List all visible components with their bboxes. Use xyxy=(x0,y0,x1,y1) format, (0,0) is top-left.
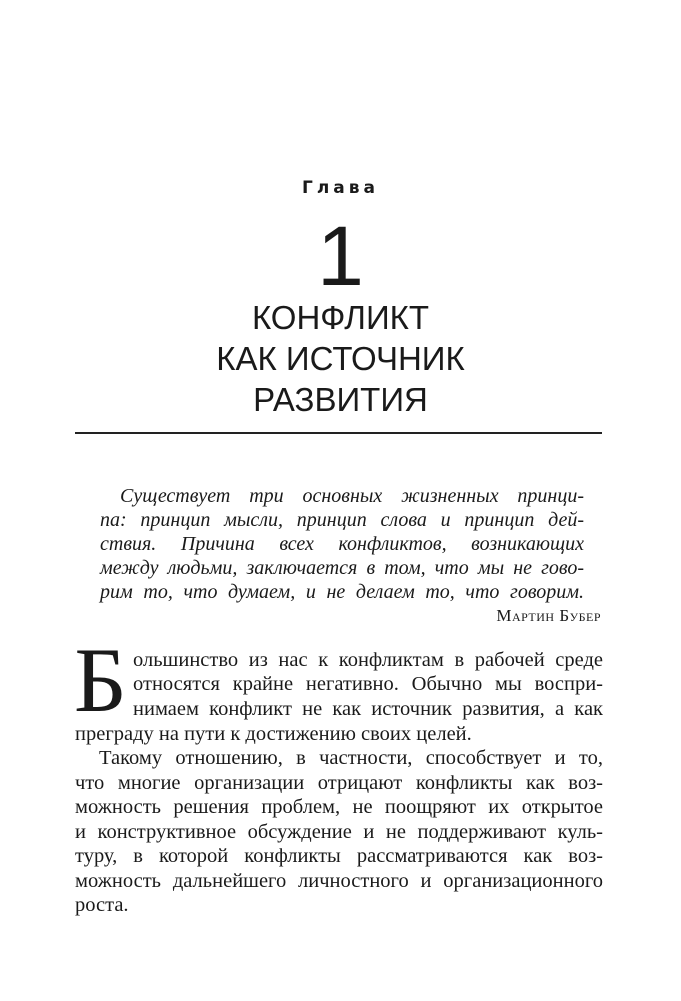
drop-cap: Б xyxy=(74,629,127,731)
body-line: и конструктивное обсуждение и не поддерживают куль- xyxy=(75,821,603,843)
body-line: преграду на пути к достижению своих целей. xyxy=(75,723,472,745)
body-line: можность решения проблем, не поощряют их открытое xyxy=(75,796,603,818)
chapter-number: 1 xyxy=(317,209,364,303)
body-line: Такому отношению, в частности, способствует и то, xyxy=(99,747,603,769)
body-line: относятся крайне негативно. Обычно мы воспри- xyxy=(133,673,603,695)
chapter-label: Глава xyxy=(302,178,379,198)
epigraph-line: па: принцип мысли, принцип слова и принцип дей- xyxy=(100,509,584,531)
body-line: роста. xyxy=(75,894,129,916)
body-line: ольшинство из нас к конфликтам в рабочей среде xyxy=(133,649,603,671)
chapter-title-line: КОНФЛИКТ xyxy=(251,299,430,336)
body-line: нимаем конфликт не как источник развития, а как xyxy=(133,698,603,720)
epigraph-line: Существует три основных жизненных принци- xyxy=(120,485,584,507)
epigraph-line: между людьми, заключается в том, что мы не гово- xyxy=(100,557,584,579)
chapter-title-line: РАЗВИТИЯ xyxy=(253,381,428,418)
epigraph-line: ствия. Причина всех конфликтов, возникающих xyxy=(100,533,584,555)
chapter-title-line: КАК ИСТОЧНИК xyxy=(216,340,465,377)
body-line: можность дальнейшего личностного и организационного xyxy=(75,870,603,892)
title-divider xyxy=(75,432,602,434)
epigraph-line: рим то, что думаем, и не делаем то, что говорим. xyxy=(100,581,584,603)
body-line: туру, в которой конфликты рассматриваются как воз- xyxy=(75,845,603,867)
body-line: что многие организации отрицают конфликты как воз- xyxy=(75,772,603,794)
epigraph-author: Мартин Бубер xyxy=(496,606,601,625)
